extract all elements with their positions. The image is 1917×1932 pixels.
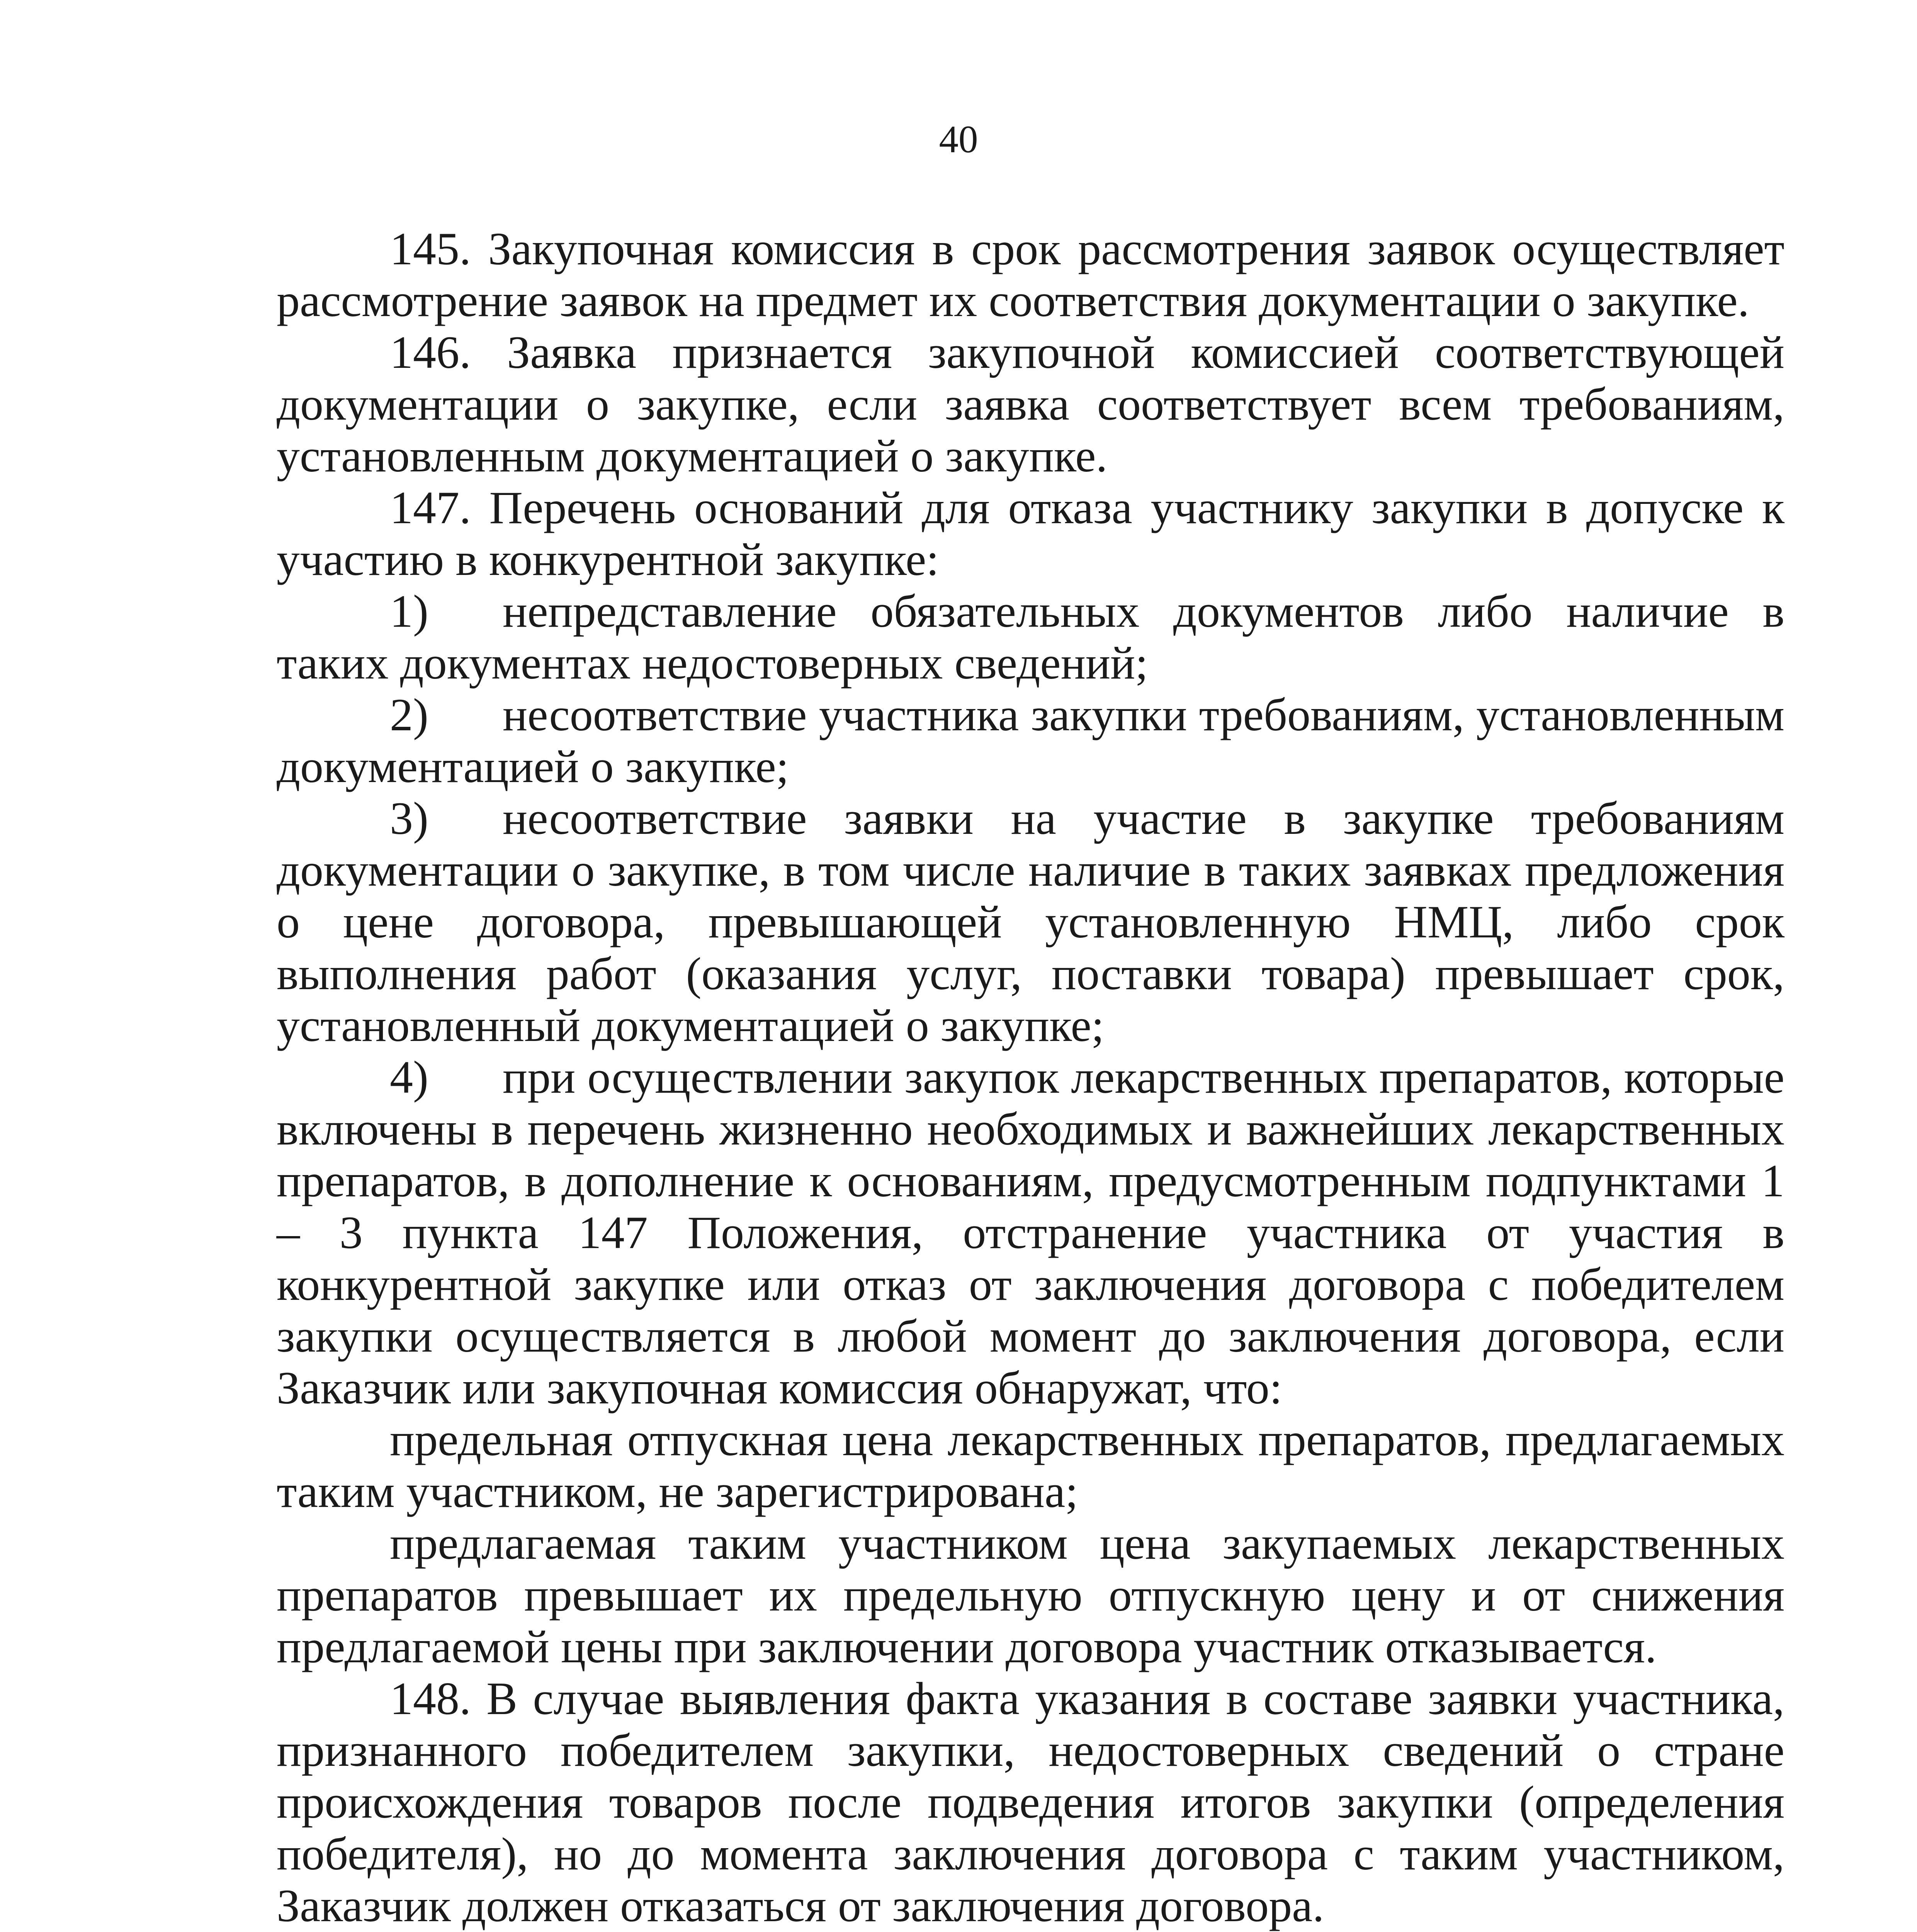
list-item-4 <box>277 1051 1784 1414</box>
page-number: 40 <box>939 117 978 161</box>
paragraph-145: 145. Закупочная комиссия в срок рассмотрения заявок осуществляет рассмотрение заявок на предмет их соответствия документации о закупке. <box>277 223 1784 326</box>
paragraph-148: 148. В случае выявления факта указания в составе заявки участника, признанного победителем закупки, недостоверных сведений о стране происхождения товаров после подведения итогов закупки (определения победителя), но до момента заключения договора с таким участником, Заказчик должен отказаться от заключения договора. <box>277 1673 1784 1931</box>
paragraph-146: 146. Заявка признается закупочной комиссией соответствующей документации о закупке, если заявка соответствует всем требованиям, установленным документацией о закупке. <box>277 327 1784 481</box>
list-item-2 <box>277 689 1784 793</box>
paragraph-condition-1: предельная отпускная цена лекарственных препаратов, предлагаемых таким участником, не зарегистрирована; <box>277 1414 1784 1517</box>
list-item-text: непредставление обязательных документов либо наличие в таких документах недостоверных сведений; <box>277 585 1784 689</box>
list-marker: 2) <box>390 689 428 740</box>
paragraph-147: 147. Перечень оснований для отказа участнику закупки в допуске к участию в конкурентной закупке: <box>277 482 1784 585</box>
list-marker: 4) <box>390 1051 428 1103</box>
list-item-text: при осуществлении закупок лекарственных препаратов, которые включены в перечень жизненно необходимых и важнейших лекарственных препаратов, в дополнение к основаниям, предусмотренным подпунктами 1 – 3 пункта 147 Положения, отстранение участника от участия в конкурентной закупке или отказ от заключения договора с победителем закупки осуществляется в любой момент до заключения договора, если Заказчик или закупочная комиссия обнаружат, что: <box>277 1051 1784 1413</box>
document-body <box>277 223 1784 1932</box>
list-item-text: несоответствие заявки на участие в закупке требованиям документации о закупке, в том числе наличие в таких заявках предложения о цене договора, превышающей установленную НМЦ, либо срок выполнения работ (оказания услуг, поставки товара) превышает срок, установленный документацией о закупке; <box>277 793 1784 1051</box>
list-item-3 <box>277 793 1784 1051</box>
list-marker: 3) <box>390 793 428 844</box>
paragraph-condition-2: предлагаемая таким участником цена закупаемых лекарственных препаратов превышает их предельную отпускную цену и от снижения предлагаемой цены при заключении договора участник отказывается. <box>277 1517 1784 1672</box>
list-marker: 1) <box>390 585 428 637</box>
list-item-1 <box>277 585 1784 689</box>
list-item-text: несоответствие участника закупки требованиям, установленным документацией о закупке; <box>277 689 1784 792</box>
